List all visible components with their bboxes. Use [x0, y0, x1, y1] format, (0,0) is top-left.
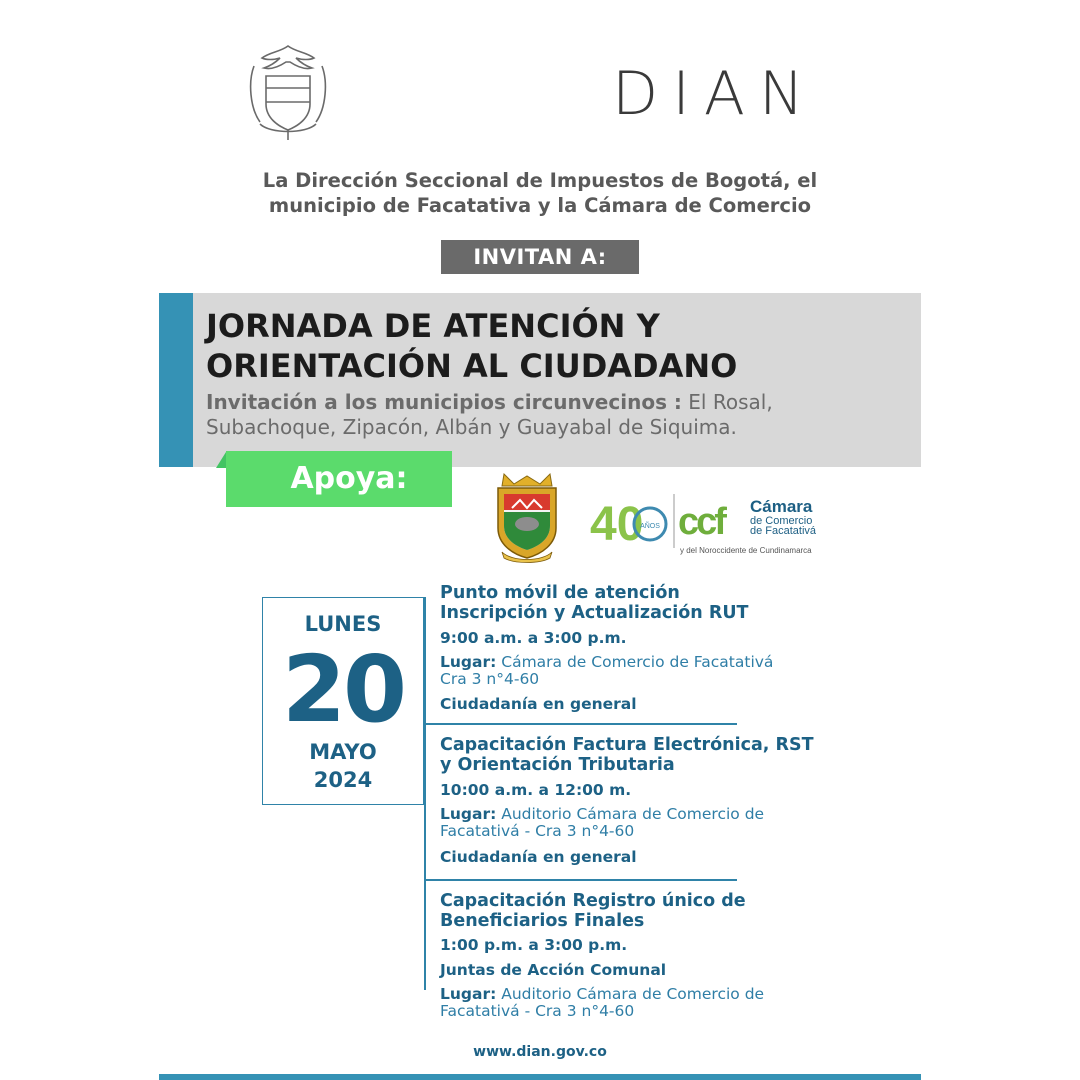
schedule-item-place: [440, 654, 840, 688]
organizers-intro: [200, 168, 880, 218]
place-text: Facatativá - Cra 3 n°4-60: [440, 822, 635, 840]
place-text: Auditorio Cámara de Comercio de: [496, 805, 765, 823]
schedule-item-place: [440, 986, 840, 1020]
ccf-name: Cámara: [750, 497, 813, 516]
title-line: y Orientación Tributaria: [440, 755, 675, 775]
intro-line: municipio de Facatativa y la Cámara de Comercio: [268, 194, 812, 217]
schedule-item-audience: Juntas de Acción Comunal: [440, 961, 667, 979]
municipios-list: El Rosal,: [688, 390, 773, 414]
title-line: Capacitación Registro único de: [440, 891, 746, 911]
ccf-abbrev: ccf: [678, 501, 724, 543]
ccf-region: y del Noroccidente de Cundinamarca: [680, 546, 812, 555]
event-title: [206, 306, 906, 386]
apoya-badge: Apoya:: [226, 451, 452, 507]
invitation-label: Invitación a los municipios circunvecinos :: [206, 390, 682, 414]
schedule-item-title: [440, 583, 860, 623]
schedule-item-title: [440, 735, 860, 775]
colombia-coat-of-arms-icon: [240, 42, 336, 142]
apoya-notch: [216, 452, 226, 468]
place-label: Lugar:: [440, 805, 497, 823]
place-text: Cámara de Comercio de Facatativá: [501, 653, 774, 671]
timeline-line: [424, 597, 426, 990]
bottom-accent-bar: [159, 1074, 921, 1080]
schedule-item-time: 9:00 a.m. a 3:00 p.m.: [440, 629, 627, 647]
date-weekday: LUNES: [304, 612, 382, 636]
schedule-item-title: [440, 891, 860, 931]
place-text: Auditorio Cámara de Comercio de: [496, 985, 765, 1003]
facatativa-shield-icon: [490, 472, 564, 564]
event-title-line: ORIENTACIÓN AL CIUDADANO: [206, 347, 738, 385]
ccf-years: 40: [590, 498, 644, 551]
place-text: Cra 3 n°4-60: [440, 670, 540, 688]
event-accent-stripe: [159, 293, 193, 467]
invitan-badge: INVITAN A:: [441, 240, 639, 274]
timeline-divider: [424, 879, 737, 881]
invitation-municipios: [206, 390, 906, 440]
schedule-item-time: 1:00 p.m. a 3:00 p.m.: [440, 936, 628, 954]
municipios-list: Subachoque, Zipacón, Albán y Guayabal de Siquima.: [206, 415, 737, 439]
website-link[interactable]: www.dian.gov.co: [473, 1044, 607, 1060]
date-year: 2024: [313, 768, 373, 792]
place-label: Lugar:: [440, 653, 497, 671]
event-title-line: JORNADA DE ATENCIÓN Y: [206, 307, 660, 345]
title-line: Inscripción y Actualización RUT: [440, 603, 749, 623]
schedule-item-audience: Ciudadanía en general: [440, 848, 637, 866]
title-line: Punto móvil de atención: [440, 583, 680, 603]
date-month: MAYO: [309, 740, 377, 764]
title-line: Capacitación Factura Electrónica, RST: [440, 735, 814, 755]
camara-comercio-logo: [590, 490, 840, 560]
title-line: Beneficiarios Finales: [440, 911, 645, 931]
schedule-item-place: [440, 806, 840, 840]
place-text: Facatativá - Cra 3 n°4-60: [440, 1002, 635, 1020]
intro-line: La Dirección Seccional de Impuestos de Bogotá, el: [262, 169, 818, 192]
ccf-years-label: AÑOS: [640, 523, 660, 530]
dian-logo: DIAN: [612, 59, 818, 129]
ccf-name: de Comercio: [750, 515, 813, 527]
schedule-item-audience: Ciudadanía en general: [440, 695, 637, 713]
ccf-name: de Facatativá: [750, 525, 817, 537]
schedule-item-time: 10:00 a.m. a 12:00 m.: [440, 781, 632, 799]
place-label: Lugar:: [440, 985, 497, 1003]
date-day: 20: [281, 636, 405, 743]
timeline-divider: [424, 723, 737, 725]
